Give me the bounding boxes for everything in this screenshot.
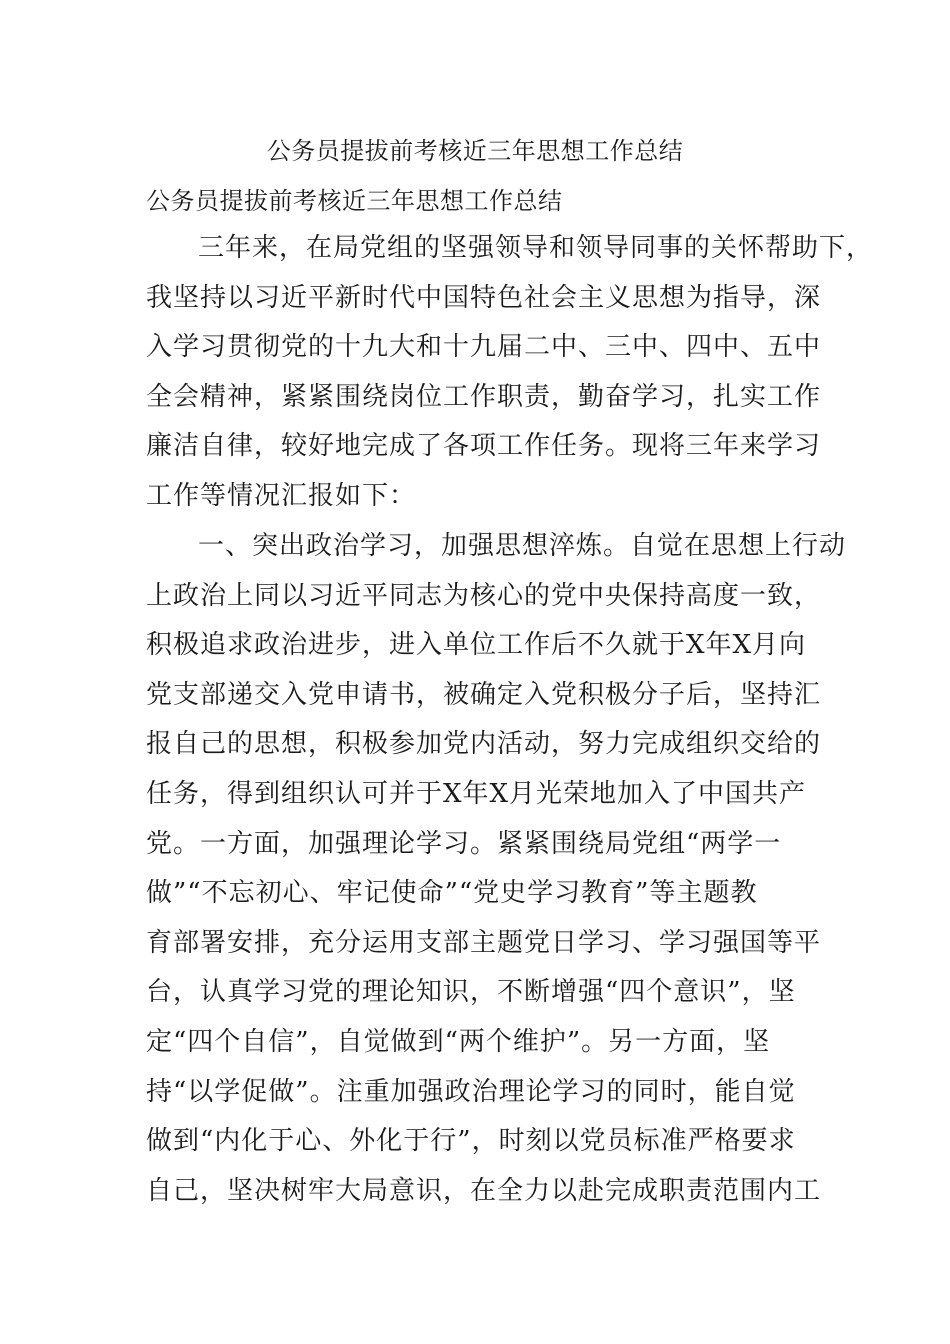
paragraph-line: 上政治上同以习近平同志为核心的党中央保持高度一致， <box>146 580 822 611</box>
paragraph-section-one <box>146 522 847 1216</box>
paragraph-line: 育部署安排，充分运用支部主题党日学习、学习强国等平 <box>146 927 822 958</box>
document-subtitle: 公务员提拔前考核近三年思想工作总结 <box>146 187 563 215</box>
paragraph-line: 三年来，在局党组的坚强领导和领导同事的关怀帮助下， <box>198 233 874 263</box>
paragraph-line: 工作等情况汇报如下： <box>146 480 417 511</box>
paragraph-line: 入学习贯彻党的十九大和十九届二中、三中、四中、五中 <box>146 332 822 363</box>
paragraph-line: 做到“内化于心、外化于行”，时刻以党员标准严格要求 <box>146 1126 796 1157</box>
paragraph-line: 报自己的思想，积极参加党内活动，努力完成组织交给的 <box>146 729 822 760</box>
document-title: 公务员提拔前考核近三年思想工作总结 <box>266 137 684 165</box>
paragraph-line: 持“以学促做”。注重加强政治理论学习的同时，能自觉 <box>146 1076 796 1107</box>
paragraph-line: 党支部递交入党申请书，被确定入党积极分子后，坚持汇 <box>146 679 822 710</box>
paragraph-line: 党。一方面，加强理论学习。紧紧围绕局党组“两学一 <box>146 828 782 859</box>
paragraph-line: 一、突出政治学习，加强思想淬炼。自觉在思想上行动 <box>198 531 847 561</box>
paragraph-line: 我坚持以习近平新时代中国特色社会主义思想为指导，深 <box>146 282 822 313</box>
paragraph-line: 自己，坚决树牢大局意识，在全力以赴完成职责范围内工 <box>146 1175 822 1206</box>
paragraph-line: 台，认真学习党的理论知识，不断增强“四个意识”，坚 <box>146 977 796 1008</box>
paragraph-intro <box>146 224 874 522</box>
paragraph-line: 廉洁自律，较好地完成了各项工作任务。现将三年来学习 <box>146 431 822 462</box>
paragraph-line: 积极追求政治进步，进入单位工作后不久就于X年X月向 <box>146 630 807 661</box>
paragraph-line: 任务，得到组织认可并于X年X月光荣地加入了中国共产 <box>146 778 807 809</box>
paragraph-line: 做”“不忘初心、牢记使命”“党史学习教育”等主题教 <box>146 878 758 909</box>
paragraph-line: 定“四个自信”，自觉做到“两个维护”。另一方面，坚 <box>146 1026 771 1057</box>
paragraph-line: 全会精神，紧紧围绕岗位工作职责，勤奋学习，扎实工作 <box>146 381 822 412</box>
